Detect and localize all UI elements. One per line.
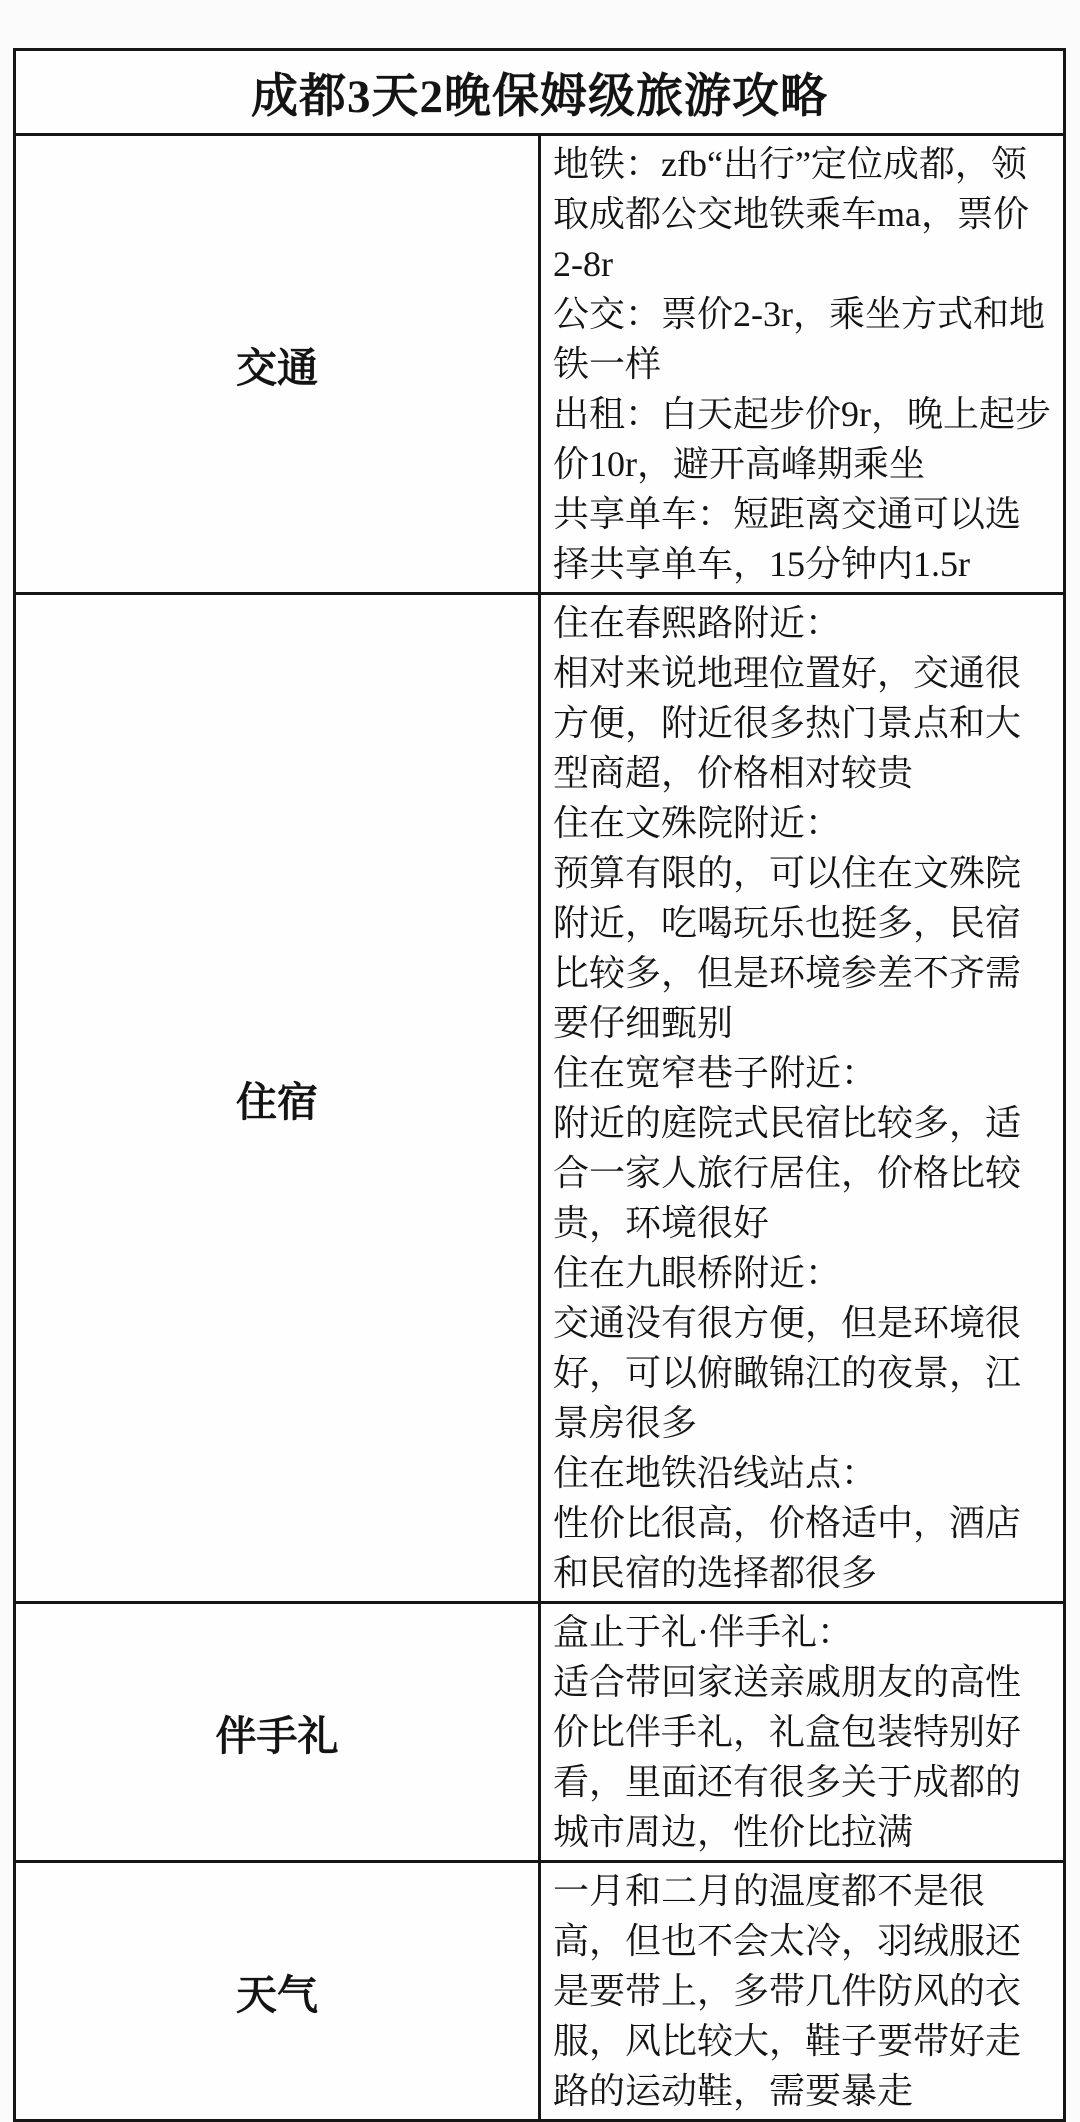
table-row-souvenir: [15, 1603, 1065, 1862]
row-label-souvenir: 伴手礼: [15, 1603, 540, 1862]
content-paragraph: 性价比很高，价格适中，酒店和民宿的选择都很多: [553, 1503, 1022, 1593]
content-paragraph: 一月和二月的温度都不是很高，但也不会太冷，羽绒服还是要带上，多带几件防风的衣服，风比较大，鞋子要带好走路的运动鞋，需要暴走: [553, 1871, 1022, 2111]
content-paragraph: 盒止于礼·伴手礼：: [553, 1612, 853, 1652]
row-label-accommodation: 住宿: [15, 594, 540, 1603]
row-content-transport: [540, 135, 1065, 594]
content-paragraph: 附近的庭院式民宿比较多，适合一家人旅行居住，价格比较贵，环境很好: [553, 1103, 1022, 1243]
content-paragraph: 住在宽窄巷子附近：: [553, 1053, 878, 1093]
content-paragraph: 相对来说地理位置好，交通很方便，附近很多热门景点和大型商超，价格相对较贵: [553, 653, 1022, 793]
table-row-accommodation: [15, 594, 1065, 1603]
row-label-transport: 交通: [15, 135, 540, 594]
table-row-transport: [15, 135, 1065, 594]
content-paragraph: 地铁：zfb“出行”定位成都，领取成都公交地铁乘车ma，票价2-8r: [553, 144, 1029, 284]
content-paragraph: 共享单车：短距离交通可以选择共享单车，15分钟内1.5r: [553, 494, 1022, 584]
content-paragraph: 出租：白天起步价9r，晚上起步价10r，避开高峰期乘坐: [553, 394, 1051, 484]
content-paragraph: 住在九眼桥附近：: [553, 1253, 842, 1293]
content-paragraph: 住在地铁沿线站点：: [553, 1453, 878, 1493]
content-paragraph: 住在春熙路附近：: [553, 603, 842, 643]
row-content-weather: [540, 1862, 1065, 2121]
content-paragraph: 住在文殊院附近：: [553, 803, 842, 843]
page-title: 成都3天2晚保姆级旅游攻略: [15, 50, 1065, 135]
content-paragraph: 适合带回家送亲戚朋友的高性价比伴手礼，礼盒包装特别好看，里面还有很多关于成都的城市周边，性价比拉满: [553, 1662, 1022, 1852]
content-paragraph: 预算有限的，可以住在文殊院附近，吃喝玩乐也挺多，民宿比较多，但是环境参差不齐需要仔细甄别: [553, 853, 1022, 1043]
table-row-weather: [15, 1862, 1065, 2121]
row-content-souvenir: [540, 1603, 1065, 1862]
row-content-accommodation: [540, 594, 1065, 1603]
title-row: [15, 50, 1065, 135]
content-paragraph: 公交：票价2-3r，乘坐方式和地铁一样: [553, 294, 1045, 384]
travel-guide-table: [13, 48, 1066, 2122]
row-label-weather: 天气: [15, 1862, 540, 2121]
content-paragraph: 交通没有很方便，但是环境很好，可以俯瞰锦江的夜景，江景房很多: [553, 1303, 1022, 1443]
